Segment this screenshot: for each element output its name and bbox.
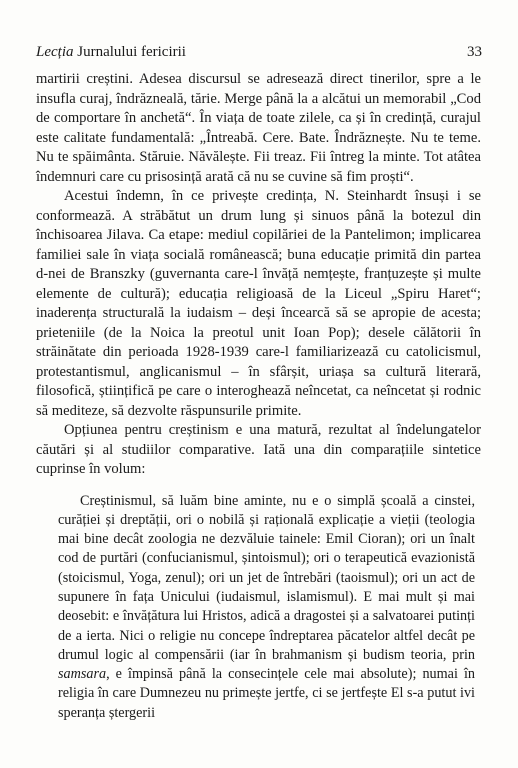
paragraph-1: martirii creștini. Adesea discursul se adresează direct tinerilor, spre a le insufla curaj, îndrăzneală, tărie. Merge până la a alcătui un memorabil „Cod de comportare în anchetă“. În viața de toate zilele, ca și în credință, curajul este calitate fundamentală: „Întreabă. Cere. Bate. Îndrăznește. Nu te teme. Nu te spăimânta. Stăruie. Năvălește. Fii treaz. Fii întreg la minte. Tot atâtea îndemnuri care cu prisosință arată că nu se cuvine să fim proști“. — [36, 71, 481, 185]
page-number: 33 — [467, 44, 482, 60]
body-text — [36, 70, 481, 723]
block-quote: Creștinismul, să luăm bine aminte, nu e o simplă școală a cinstei, curăției și dreptății, ori o nobilă și rațională explicație a vieții (teologia mai bine decât zoologia ne dezvăluie tainele: Emil Cioran); ori un înalt cod de purtări (confucianismul, șintoismul); ori o terapeutică evazionistă (stoicismul, Yoga, zenul); ori un jet de întrebări (taoismul); ori un act de supunere în fața Unicului (iudaismul, islamismul). E mai mult și mai deosebit: e învățătura lui Hristos, adică a dragostei și a salvatoarei putinți de a ierta. Nici o religie nu concepe îndreptarea păcatelor altfel decât pe drumul logic al compensării (iar în brahmanism și budism teoria, prin samsara, e împinsă până la consecințele cele mai absolute); numai în religia în care Dumnezeu nu primește jertfe, ci se jertfește El s-a putut ivi speranța ștergerii — [58, 492, 475, 721]
running-title — [36, 44, 186, 61]
paragraph-2: Acestui îndemn, în ce privește credința, N. Steinhardt însuși i se conformează. A străbătut un drum lung și sinuos până la botezul din închisoarea Jilava. Ca etape: mediul copilăriei de la Pantelimon; implicarea familiei sale în viața socială românească; buna educație primită din partea d-nei de Branszky (guvernanta care-l învăță nemțește, franțuzește și multe elemente de cultură); educația religioasă de la Liceul „Spiru Haret“; inaderența structurală la iudaism – deși încearcă să se apropie de acesta; prieteniile (de la Noica la preotul unit Ioan Pop); desele călătorii în străinătate din perioada 1928-1939 care-l familiarizează cu catolicismul, protestantismul, anglicanismul – în sfârșit, uriașa sa cultură literară, filosofică, științifică pe care o interoghează neîncetat, ca neîncetat și rodnic să mediteze, să dezvolte răspunsurile primite. — [36, 188, 481, 419]
running-title-rest: Jurnalului fericirii — [73, 44, 186, 60]
running-title-italic: Lecția — [36, 44, 74, 60]
running-head — [36, 44, 482, 64]
paragraph-3: Opțiunea pentru creștinism e una matură, rezultat al îndelungatelor căutări și al studiilor comparative. Iată una din comparațiile sintetice cuprinse în volum: — [36, 422, 481, 477]
italic-term: samsara — [58, 666, 107, 683]
